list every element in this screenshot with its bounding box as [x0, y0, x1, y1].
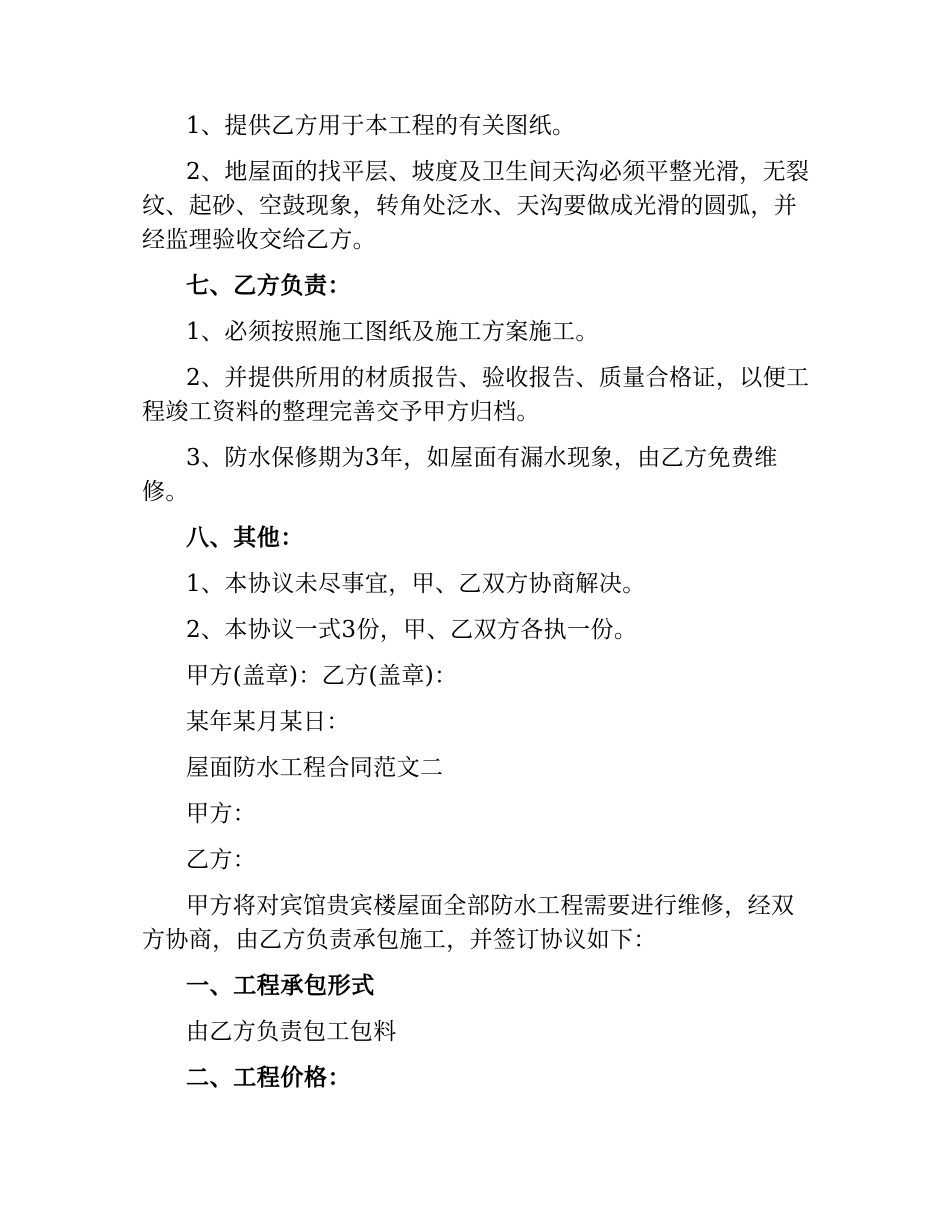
signature-line: 甲方(盖章)：乙方(盖章)：: [186, 663, 458, 689]
clause-surface-requirements: 2、地屋面的找平层、坡度及卫生间天沟必须平整光滑，无裂纹、起砂、空鼓现象，转角处泛水、天沟要做成光滑的圆弧，并经监理验收交给乙方。: [142, 159, 810, 253]
contract-preamble: 甲方将对宾馆贵宾楼屋面全部防水工程需要进行维修，经双方协商，由乙方负责承包施工，并签订协议如下：: [142, 893, 795, 953]
section-heading-other: 八、其他：: [186, 525, 304, 551]
clause-copies: 2、本协议一式3份，甲、乙双方各执一份。: [186, 617, 638, 643]
date-line: 某年某月某日：: [186, 709, 350, 735]
clause-unresolved-matters: 1、本协议未尽事宜，甲、乙双方协商解决。: [186, 571, 646, 597]
contract-title-two: 屋面防水工程合同范文二: [186, 755, 444, 781]
clause-provide-reports: 2、并提供所用的材质报告、验收报告、质量合格证，以便工程竣工资料的整理完善交予甲方归档。: [142, 365, 810, 425]
section-heading-price: 二、工程价格：: [186, 1065, 352, 1091]
party-a-label: 甲方：: [186, 801, 257, 827]
clause-provide-drawings: 1、提供乙方用于本工程的有关图纸。: [186, 113, 576, 139]
section-heading-party-b-duties: 七、乙方负责：: [186, 273, 352, 299]
section-heading-contract-form: 一、工程承包形式: [186, 973, 375, 999]
party-b-label: 乙方：: [186, 847, 257, 873]
clause-follow-drawings: 1、必须按照施工图纸及施工方案施工。: [186, 319, 599, 345]
clause-labor-and-materials: 由乙方负责包工包料: [186, 1019, 397, 1045]
clause-warranty-period: 3、防水保修期为3年，如屋面有漏水现象，由乙方免费维修。: [142, 445, 778, 505]
document-body: [142, 109, 814, 1107]
